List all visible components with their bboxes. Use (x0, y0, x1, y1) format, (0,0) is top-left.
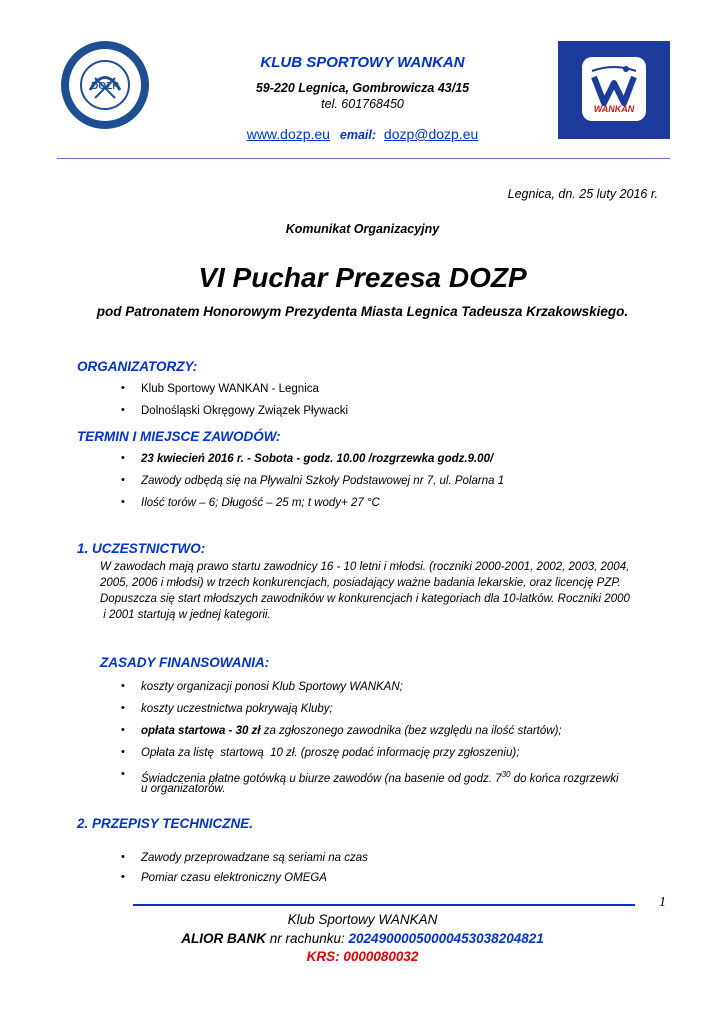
participation-line: Dopuszcza się start młodszych zawodników w konkurencjach i kategoriach dla 10-latków. Roczniki 2000 (100, 593, 630, 605)
financing-heading: ZASADY FINANSOWANIA: (100, 655, 270, 670)
bullet: • (121, 452, 125, 464)
participation-line: W zawodach mają prawo startu zawodnicy 16 - 10 letni i młodsi. (roczniki 2000-2001, 2002, 2003, 2004, (100, 561, 630, 573)
account-number: 20249000050000453038204821 (348, 931, 544, 946)
bullet: • (121, 746, 125, 758)
footer-bank-line (0, 931, 725, 946)
dozp-logo (60, 40, 150, 130)
financing-item-fee (141, 723, 562, 739)
website-link[interactable]: www.dozp.eu (246, 126, 330, 142)
participation-line: i 2001 startują w jednej kategorii. (100, 609, 271, 621)
bullet: • (121, 702, 125, 714)
financing-item: koszty uczestnictwa pokrywają Kluby; (141, 703, 333, 715)
cash-time-sup: 30 (501, 770, 511, 779)
bullet: • (121, 768, 125, 780)
technical-item: Zawody przeprowadzane są seriami na czas (141, 852, 368, 864)
page-number: 1 (659, 895, 666, 910)
financing-item: Opłata za listę startową 10 zł. (proszę podać informację przy zgłoszeniu); (141, 747, 520, 759)
event-title: VI Puchar Prezesa DOZP (198, 262, 527, 293)
svg-text:DOZP: DOZP (91, 81, 119, 92)
technical-heading: 2. PRZEPISY TECHNICZNE. (77, 816, 254, 831)
participation-line: 2005, 2006 i młodsi) w trzech konkurencjach, posiadający ważne badania lekarskie, oraz licencję PZP. (100, 577, 621, 589)
footer-divider (133, 904, 635, 906)
bullet: • (121, 382, 125, 394)
fee-description: za zgłoszonego zawodnika (bez względu na ilość startów); (260, 725, 562, 737)
cash-text-a: Świadczenia płatne gotówką u biurze zawodów (na basenie od godz. 7 (141, 772, 502, 785)
email-link[interactable]: dozp@dozp.eu (383, 126, 479, 142)
header-divider (57, 158, 670, 159)
account-label: nr rachunku: (265, 931, 349, 946)
event-subtitle: pod Patronatem Honorowym Prezydenta Miasta Legnica Tadeusza Krzakowskiego. (96, 304, 629, 319)
club-address: 59-220 Legnica, Gombrowicza 43/15 (255, 81, 470, 95)
communique-title: Komunikat Organizacyjny (285, 222, 440, 236)
venue-heading: TERMIN I MIEJSCE ZAWODÓW: (77, 429, 281, 444)
venue-item-date: 23 kwiecień 2016 r. - Sobota - godz. 10.00 /rozgrzewka godz.9.00/ (141, 453, 494, 465)
bullet: • (121, 474, 125, 486)
venue-item-location: Zawody odbędą się na Pływalni Szkoły Podstawowej nr 7, ul. Polarna 1 (141, 475, 505, 487)
email-label: email: (339, 128, 377, 142)
bullet: • (121, 871, 125, 883)
bullet: • (121, 680, 125, 692)
bank-name: ALIOR BANK (181, 931, 266, 946)
organizers-heading: ORGANIZATORZY: (77, 359, 198, 374)
bullet: • (121, 496, 125, 508)
organizer-item: Klub Sportowy WANKAN - Legnica (141, 383, 319, 395)
bullet: • (121, 851, 125, 863)
footer-krs: KRS: 0000080032 (306, 949, 419, 964)
bullet: • (121, 404, 125, 416)
organizer-item: Dolnośląski Okręgowy Związek Pływacki (141, 405, 349, 417)
date-line: Legnica, dn. 25 luty 2016 r. (507, 187, 658, 201)
participation-heading: 1. UCZESTNICTWO: (77, 541, 206, 556)
fee-amount: opłata startowa - 30 zł (141, 725, 261, 737)
cash-text-b: do końca rozgrzewki (510, 772, 619, 785)
venue-item-pool: Ilość torów – 6; Długość – 25 m; t wody+ 27 °C (141, 497, 380, 509)
financing-item-cash-line2: u organizatorów. (141, 783, 226, 795)
financing-item: koszty organizacji ponosi Klub Sportowy WANKAN; (141, 681, 403, 693)
technical-item: Pomiar czasu elektroniczny OMEGA (141, 872, 327, 884)
club-phone: tel. 601768450 (321, 97, 404, 111)
club-name: KLUB SPORTOWY WANKAN (260, 54, 465, 71)
wankan-logo-text: WANKAN (593, 104, 635, 114)
bullet: • (121, 724, 125, 736)
footer-club: Klub Sportowy WANKAN (287, 912, 438, 927)
